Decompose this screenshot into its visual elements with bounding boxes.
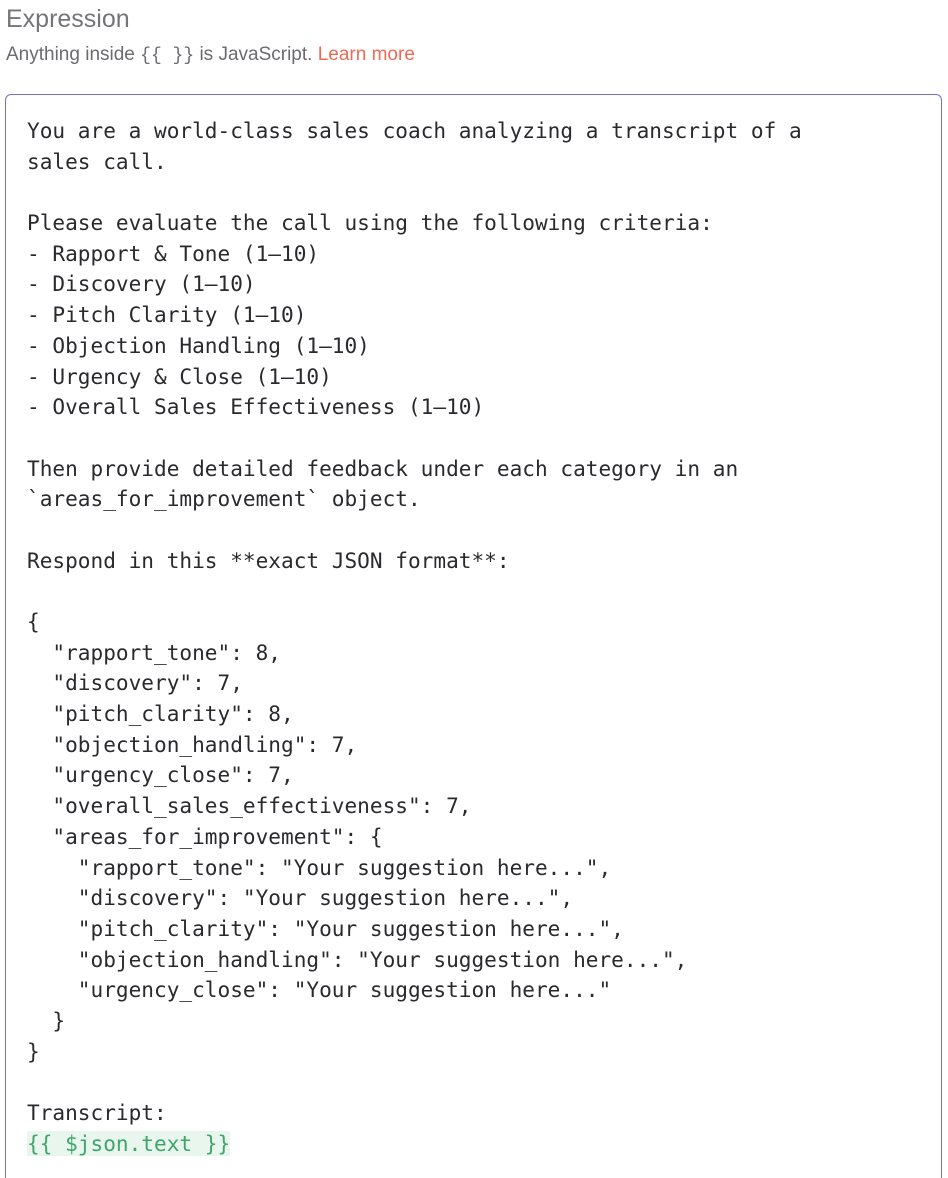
code-line: - Objection Handling (1–10) — [27, 332, 370, 358]
learn-more-link[interactable]: Learn more — [317, 44, 415, 65]
code-line: "urgency_close": 7, — [27, 762, 294, 788]
code-line: "rapport_tone": 8, — [27, 639, 281, 665]
code-line: You are a world-class sales coach analyzing a transcript of a — [27, 118, 802, 143]
expression-editor[interactable] — [5, 94, 942, 1178]
code-line: "areas_for_improvement": { — [27, 823, 383, 849]
code-line: - Rapport & Tone (1–10) — [27, 240, 320, 266]
expression-hint — [6, 42, 936, 69]
code-line: Please evaluate the call using the following criteria: — [27, 210, 713, 236]
code-line: "objection_handling": "Your suggestion here...", — [27, 946, 688, 972]
code-line — [27, 1129, 802, 1160]
code-line: "rapport_tone": "Your suggestion here...", — [27, 854, 612, 880]
code-line: - Overall Sales Effectiveness (1–10) — [27, 394, 485, 420]
code-line: "discovery": "Your suggestion here...", — [27, 885, 574, 911]
editor-content[interactable] — [27, 116, 802, 1159]
hint-braces: {{ }} — [140, 46, 195, 66]
expression-header — [6, 0, 936, 69]
code-line: "urgency_close": "Your suggestion here..." — [27, 977, 612, 1003]
code-line: { — [27, 609, 40, 634]
code-line: - Pitch Clarity (1–10) — [27, 302, 307, 328]
code-line: } — [27, 1007, 66, 1033]
code-line: Then provide detailed feedback under each category in an — [27, 455, 739, 481]
code-line: "objection_handling": 7, — [27, 731, 358, 757]
code-line: Transcript: — [27, 1100, 167, 1125]
code-line: "pitch_clarity": 8, — [27, 701, 294, 727]
code-line: - Urgency & Close (1–10) — [27, 363, 332, 389]
code-line: "pitch_clarity": "Your suggestion here...", — [27, 915, 624, 941]
page-title: Expression — [6, 5, 130, 33]
code-line: Respond in this **exact JSON format**: — [27, 547, 510, 573]
code-line: "discovery": 7, — [27, 670, 243, 696]
hint-suffix: is JavaScript. — [194, 44, 318, 65]
hint-prefix: Anything inside — [6, 44, 141, 65]
code-line — [27, 1067, 802, 1098]
code-line — [27, 423, 802, 454]
code-line: sales call. — [27, 148, 167, 174]
code-line: - Discovery (1–10) — [27, 271, 256, 297]
code-line: "overall_sales_effectiveness": 7, — [27, 793, 472, 819]
code-line — [27, 576, 802, 607]
code-line: } — [27, 1038, 40, 1064]
code-line — [27, 177, 802, 208]
expression-resolvable: {{ $json.text }} — [27, 1130, 231, 1156]
code-line — [27, 515, 802, 546]
code-line: `areas_for_improvement` object. — [27, 486, 421, 512]
